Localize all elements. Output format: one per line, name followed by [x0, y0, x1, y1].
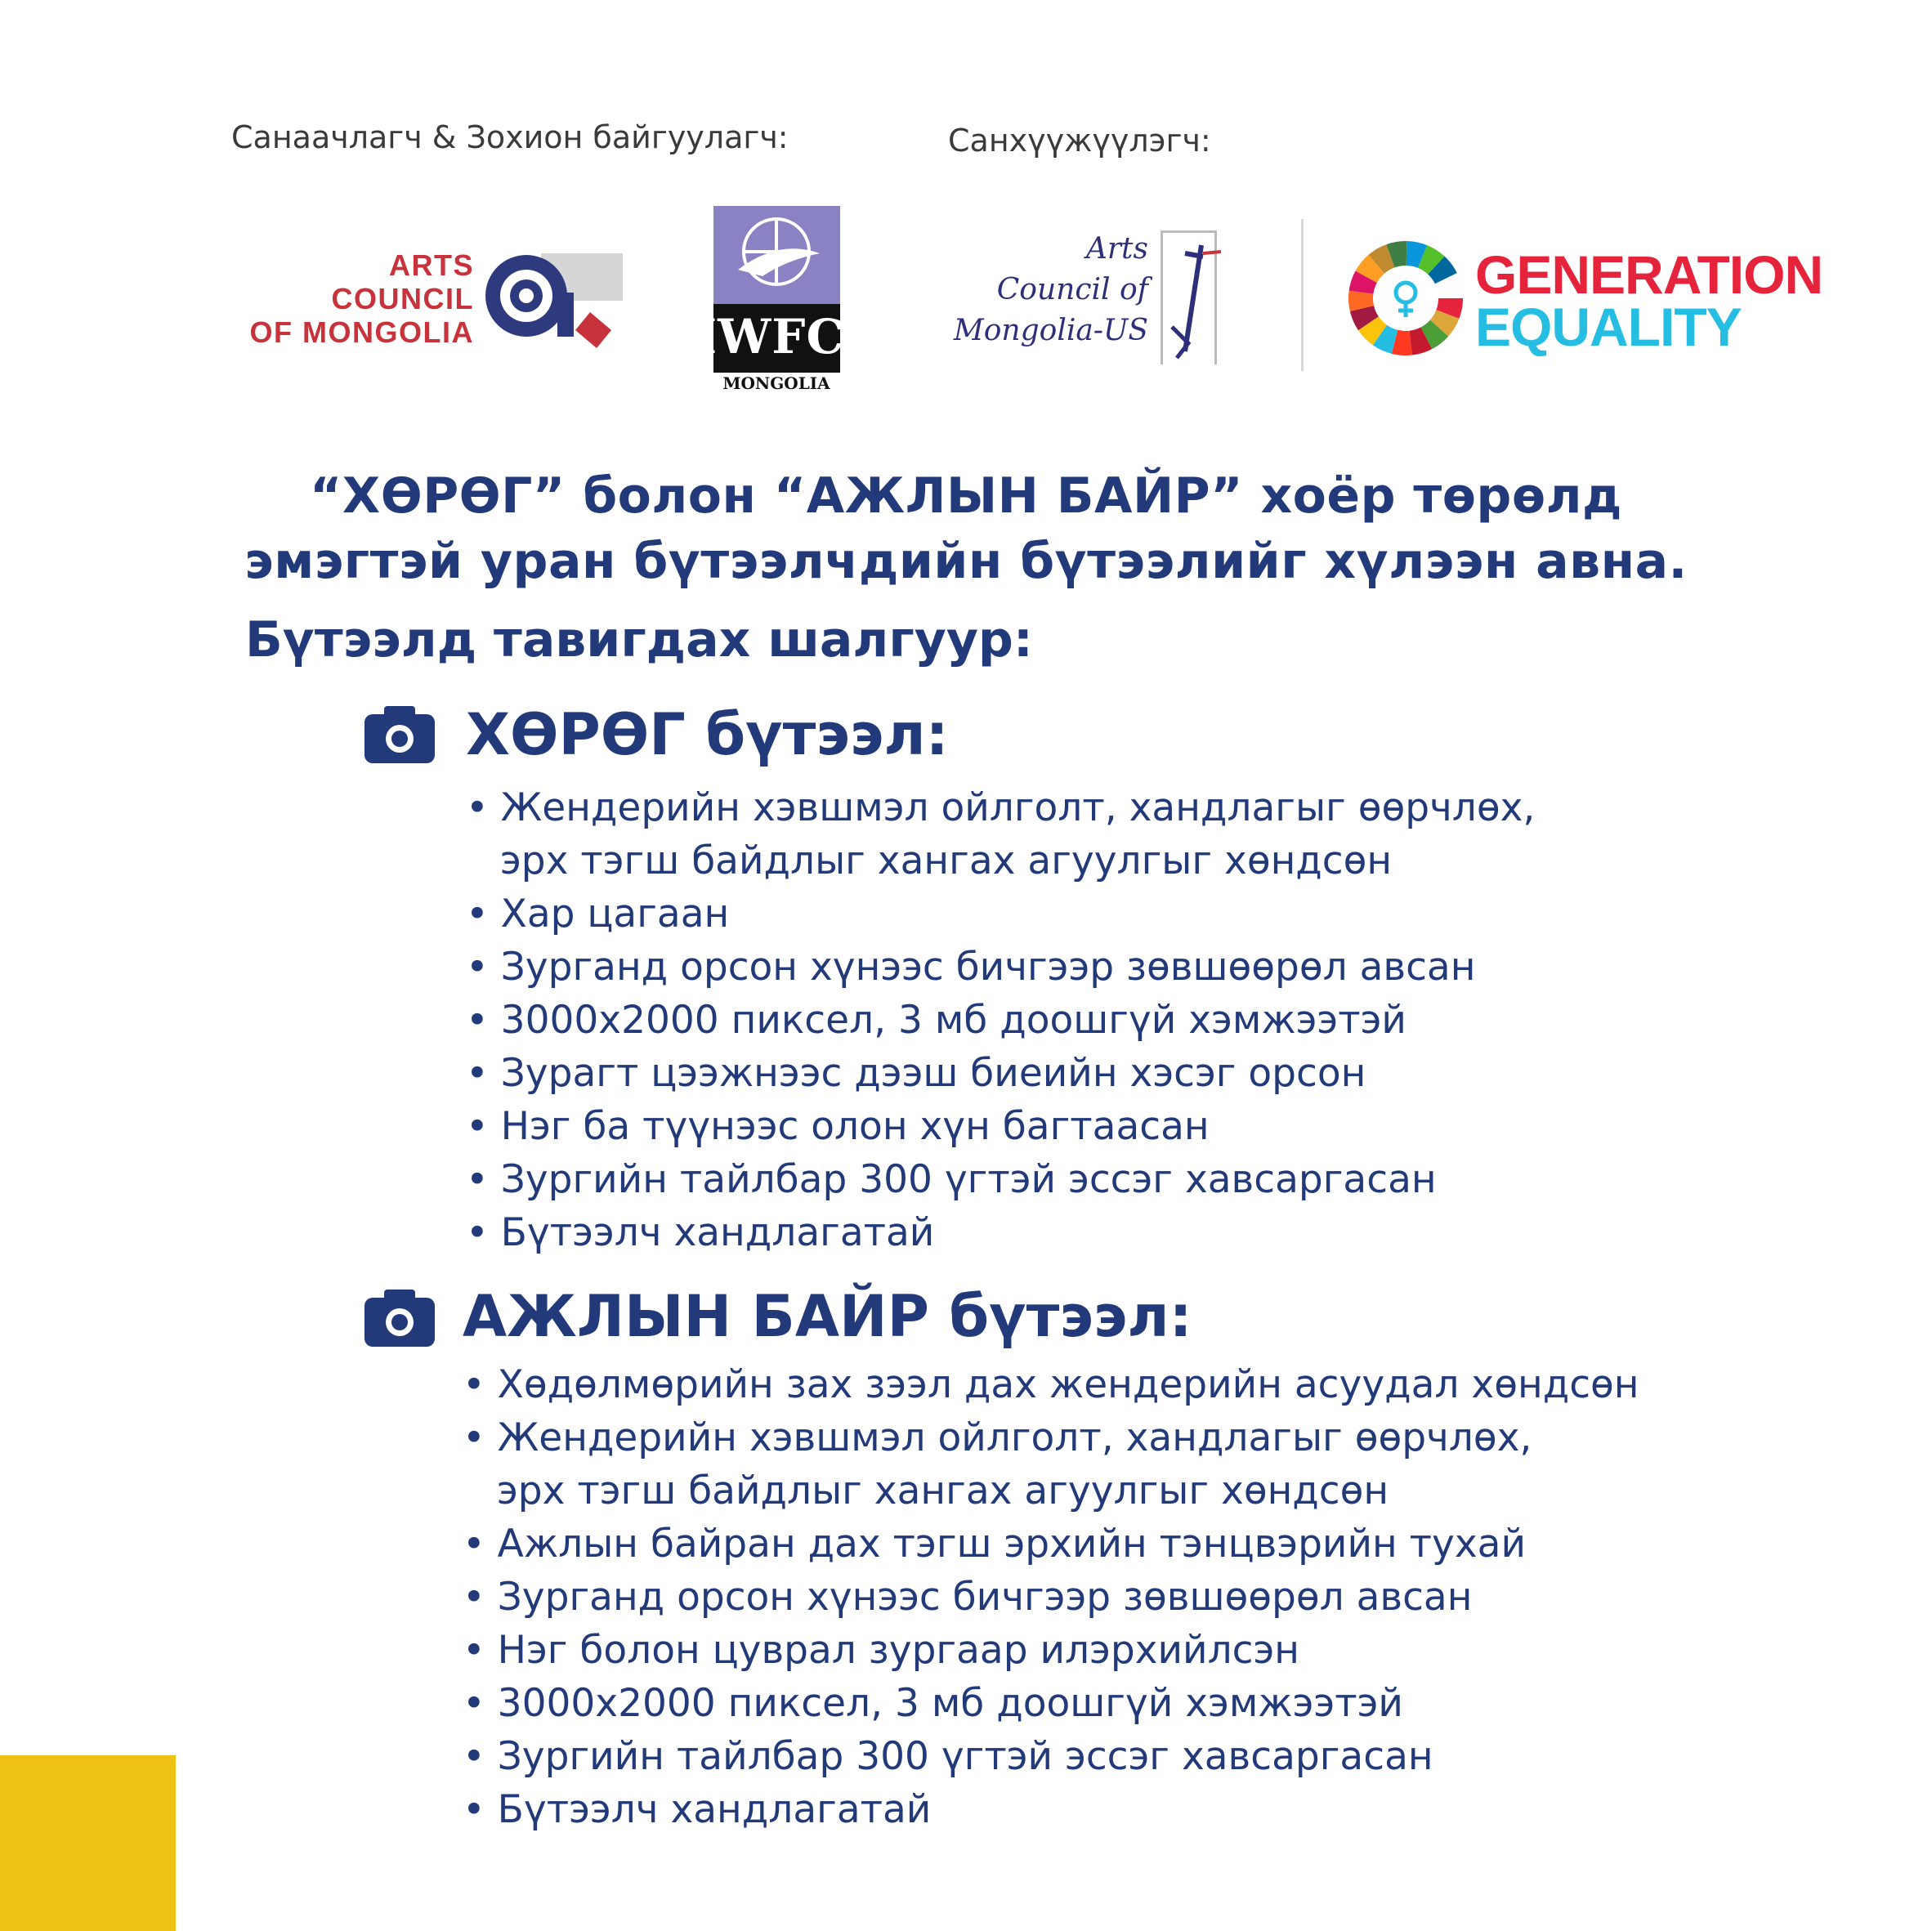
list-item: • Хөдөлмөрийн зах зээл дах жендерийн асуудал хөндсөн	[463, 1362, 1639, 1407]
calligraphy-emblem-icon	[1152, 229, 1234, 368]
organizer-label: Санаачлагч & Зохион байгуулагч:	[231, 119, 789, 155]
list-item: • Зургийн тайлбар 300 үгтэй эссэг хавсаргасан	[463, 1734, 1433, 1779]
section-portrait-list	[466, 781, 1535, 1259]
list-item: • Зурганд орсон хүнээс бичгээр зөвшөөрөл авсан	[463, 1575, 1473, 1620]
list-item: • Бүтээлч хандлагатай	[466, 1210, 935, 1255]
iwfci-logo-sub: MONGOLIA	[722, 373, 830, 393]
camera-icon	[364, 704, 435, 763]
iwfci-logo-name: IWFCI	[695, 309, 868, 364]
ge-logo-line2: EQUALITY	[1475, 297, 1742, 357]
sponsor-label: Санхүүжүүлэгч:	[948, 123, 1211, 159]
decorative-corner-block	[0, 1755, 176, 1931]
generation-equality-logo	[1344, 237, 1823, 360]
globe-icon	[713, 206, 840, 304]
logo-divider	[1301, 219, 1304, 371]
list-item: • Жендерийн хэвшмэл ойлголт, хандлагыг өөрчлөх, эрх тэгш байдлыг хангах агуулгыг хөндсөн	[466, 785, 1536, 883]
list-item: • Хар цагаан	[466, 892, 730, 936]
list-item: • Зургийн тайлбар 300 үгтэй эссэг хавсаргасан	[466, 1157, 1437, 1202]
criteria-title: Бүтээлд тавигдах шалгуур:	[245, 611, 1033, 668]
acmus-logo-line1: Arts	[1085, 232, 1148, 266]
list-item: • Бүтээлч хандлагатай	[463, 1787, 932, 1832]
list-item: • Зурагт цээжнээс дээш биеийн хэсэг орсон	[466, 1051, 1366, 1096]
iwfci-logo	[695, 206, 868, 394]
list-item: • Зурганд орсон хүнээс бичгээр зөвшөөрөл авсан	[466, 945, 1476, 990]
list-item: • 3000x2000 пиксел, 3 мб доошгүй хэмжээтэй	[466, 998, 1407, 1043]
section-workplace-title: АЖЛЫН БАЙР бүтээл:	[463, 1283, 1192, 1350]
camera-icon	[364, 1288, 435, 1347]
section-workplace-list	[463, 1358, 1639, 1836]
acm-emblem-icon	[476, 244, 631, 358]
arts-council-of-mongolia-logo	[221, 244, 621, 358]
arts-council-of-mongolia-us-logo	[928, 229, 1254, 368]
acmus-logo-line2: Council of	[996, 273, 1148, 306]
list-item: • Жендерийн хэвшмэл ойлголт, хандлагыг өөрчлөх, эрх тэгш байдлыг хангах агуулгыг хөндсөн	[463, 1415, 1532, 1513]
ge-logo-line1: GENERATION	[1475, 244, 1823, 305]
acm-logo-line3: OF MONGOLIA	[249, 315, 474, 349]
list-item: • Нэг ба түүнээс олон хүн багтаасан	[466, 1104, 1210, 1149]
headline-line1: “ХӨРӨГ” болон “АЖЛЫН БАЙР” хоёр төрөлд	[310, 467, 1622, 525]
headline-line2: эмэгтэй уран бүтээлчдийн бүтээлийг хүлээн авна.	[244, 533, 1688, 590]
acm-logo-line1: ARTS	[389, 248, 474, 282]
list-item: • Ажлын байран дах тэгш эрхийн тэнцвэрийн тухай	[463, 1522, 1527, 1567]
list-item: • Нэг болон цуврал зургаар илэрхийлсэн	[463, 1628, 1299, 1673]
section-portrait-title: ХӨРӨГ бүтээл:	[466, 701, 949, 768]
acmus-logo-line3: Mongolia-US	[953, 314, 1148, 347]
sdg-wheel-icon	[1344, 237, 1467, 360]
list-item: • 3000x2000 пиксел, 3 мб доошгүй хэмжээтэй	[463, 1681, 1403, 1726]
acm-logo-line2: COUNCIL	[331, 282, 474, 315]
